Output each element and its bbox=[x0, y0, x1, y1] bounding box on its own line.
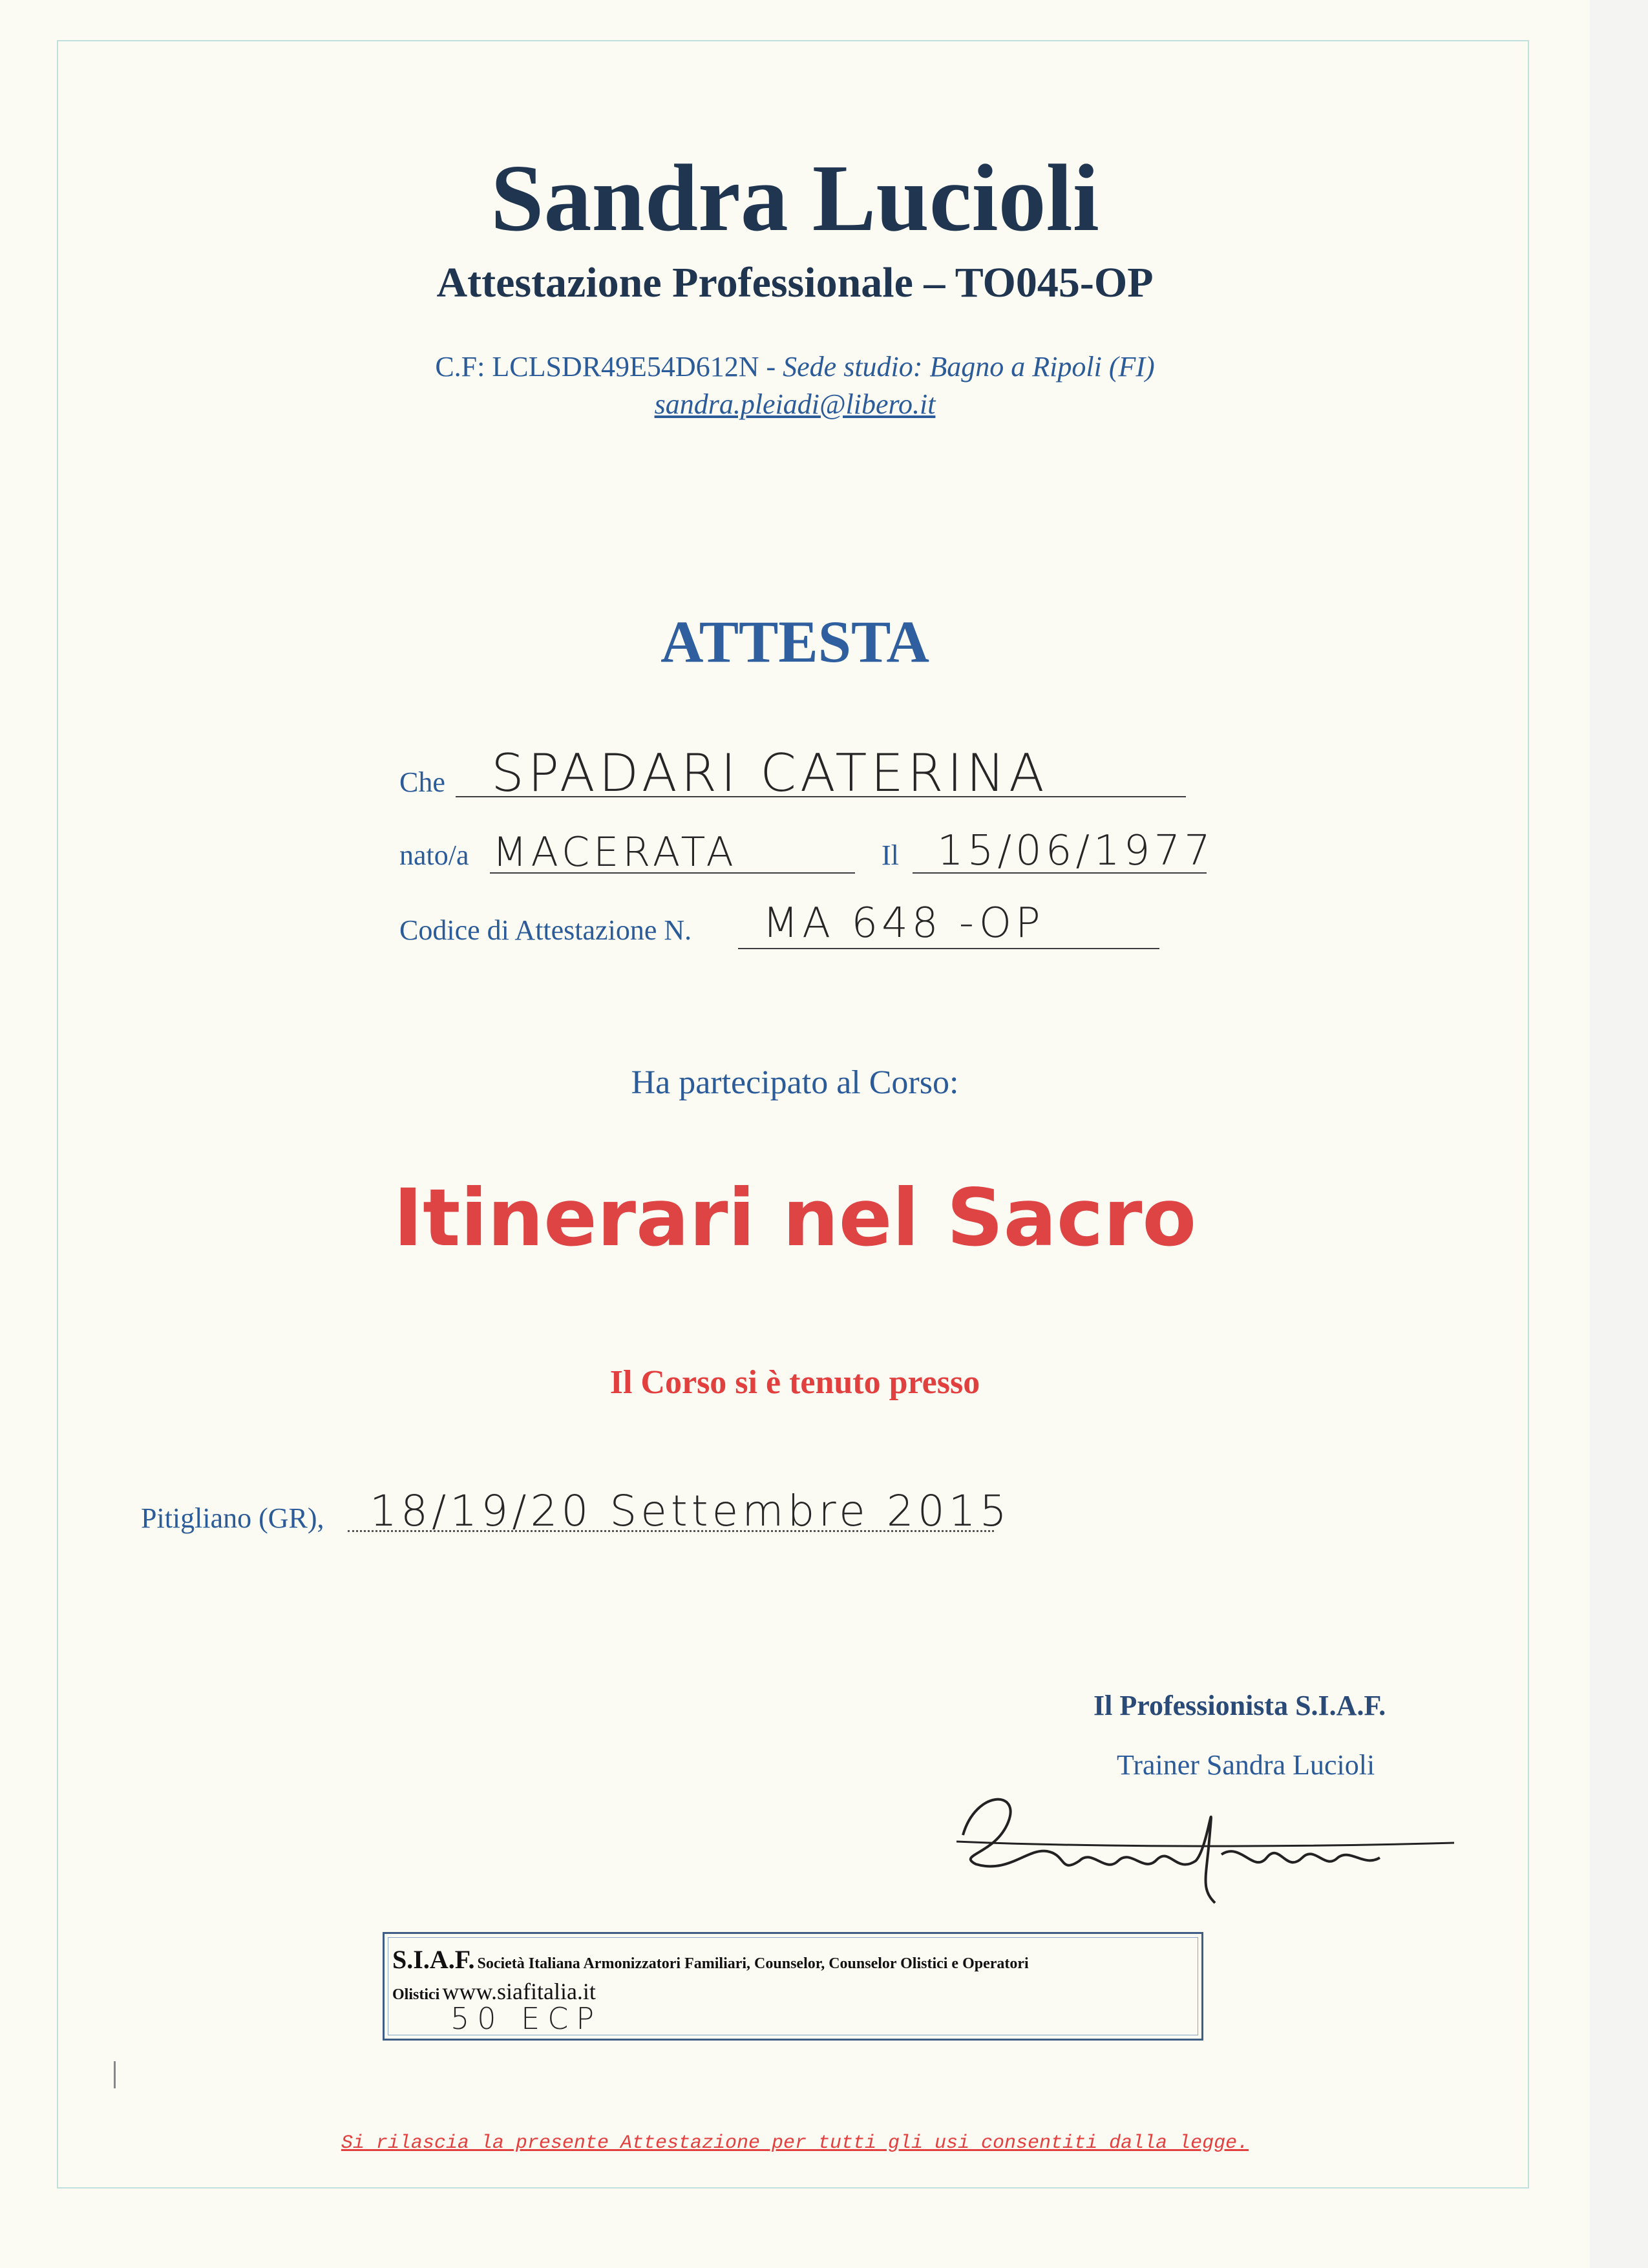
issuer-contact-line bbox=[0, 349, 1590, 385]
codice-label: Codice di Attestazione N. bbox=[399, 914, 692, 946]
venue-intro: Il Corso si è tenuto presso bbox=[609, 1364, 980, 1401]
siaf-description: Società Italiana Armonizzatori Familiari, Counselor, Counselor Olistici e Operatori bbox=[477, 1955, 1029, 1972]
scan-edge bbox=[1590, 0, 1648, 2268]
siaf-website[interactable]: www.siafitalia.it bbox=[442, 1979, 596, 2004]
issuer-name: Sandra Lucioli bbox=[491, 145, 1099, 251]
venue-dates: 18/19/20 Settembre 2015 bbox=[370, 1486, 1011, 1536]
siaf-acronym: S.I.A.F. bbox=[392, 1945, 475, 1974]
nato-value: MACERATA bbox=[492, 828, 737, 876]
il-label: Il bbox=[882, 839, 899, 871]
codice-value: MA 648 -OP bbox=[763, 899, 1044, 947]
venue-place: Pitigliano (GR), bbox=[141, 1502, 324, 1534]
issuer-subtitle: Attestazione Professionale – TO045-OP bbox=[436, 259, 1154, 306]
footer-statement: Si rilascia la presente Attestazione per tutti gli usi consentiti dalla legge. bbox=[341, 2132, 1249, 2154]
che-value: SPADARI CATERINA bbox=[491, 743, 1048, 803]
che-label: Che bbox=[399, 766, 445, 798]
scan-mark bbox=[114, 2061, 116, 2088]
siaf-line-1 bbox=[392, 1944, 1029, 1975]
codice-underline bbox=[738, 948, 1159, 949]
issuer-email[interactable]: sandra.pleiadi@libero.it bbox=[654, 388, 936, 420]
course-title: Itinerari nel Sacro bbox=[393, 1172, 1197, 1264]
attesta-heading: ATTESTA bbox=[660, 609, 929, 675]
nato-label: nato/a bbox=[399, 839, 469, 871]
signatory-title: Il Professionista S.I.A.F. bbox=[1093, 1690, 1386, 1721]
siaf-ecp: 50 ECP bbox=[450, 2001, 602, 2036]
signatory-trainer: Trainer Sandra Lucioli bbox=[1117, 1749, 1375, 1781]
handwritten-signature bbox=[950, 1751, 1461, 1906]
participation-text: Ha partecipato al Corso: bbox=[631, 1064, 959, 1101]
siaf-description-cont: Olistici bbox=[392, 1986, 440, 2003]
tax-code: C.F: LCLSDR49E54D612N bbox=[435, 351, 759, 383]
studio-location: - Sede studio: Bagno a Ripoli (FI) bbox=[766, 351, 1155, 383]
il-value: 15/06/1977 bbox=[937, 827, 1214, 875]
siaf-box bbox=[383, 1932, 1203, 2041]
